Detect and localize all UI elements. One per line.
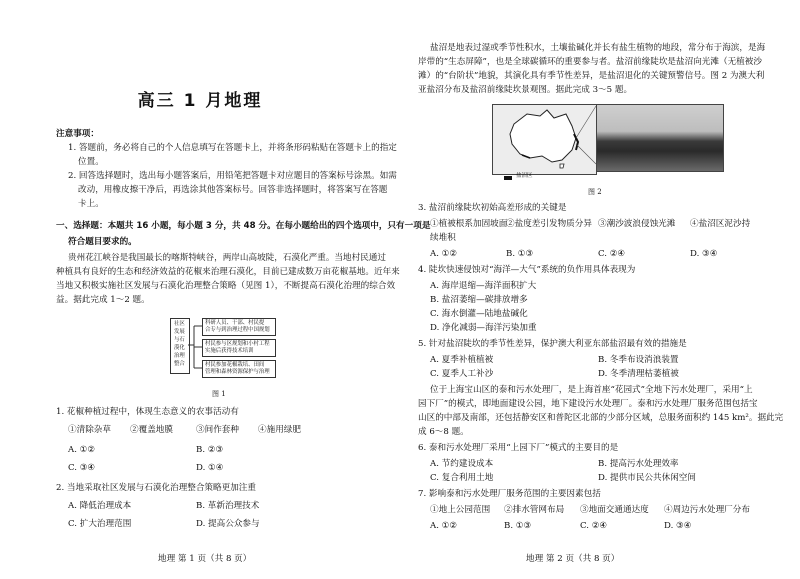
q6-option: C. 复合利用土地 [430,473,494,483]
q6-option: D. 提供市民公共休闲空间 [598,473,696,483]
question-5: 5. 针对盐沼陡坎的季节性差异，保护澳大利亚东部盐沼最有效的措施是 [418,339,687,349]
notice-heading: 注意事项： [56,129,99,139]
question-2: 2. 当地采取社区发展与石漠化治理整合策略更加注重 [56,483,256,493]
salt-marsh-photo [596,104,724,172]
q2-option: D. 提高公众参与 [196,519,260,529]
q5-option: A. 夏季补植植被 [430,355,494,365]
q7-option: D. ③④ [664,521,692,531]
q4-option: D. 净化减弱—海洋污染加重 [430,323,537,333]
q5-option: B. 冬季布设消浪装置 [598,355,679,365]
question-3: 3. 盐沼前缘陡坎初始高差形成的关键是 [418,203,567,213]
q4-option: B. 盐沼萎缩—碳排放增多 [430,295,528,305]
figure-2 [492,104,726,182]
q1-option: A. ①② [68,445,96,455]
q6-option: A. 节约建设成本 [430,459,494,469]
q7-item: ④周边污水处理厂分布 [664,505,750,515]
q3-option: C. ②④ [598,249,626,259]
q1-item: ①清除杂草 [68,425,111,435]
page-right [400,0,800,579]
passage-line: 贵州花江峡谷是我国最长的喀斯特峡谷，两岸山高坡陡，石漠化严重。当地村民通过 [68,253,386,263]
q5-option: C. 夏季人工补沙 [430,369,494,379]
passage-line: 当地又积极实施社区发展与石漠化治理整合策略（见图 1），不断提高石漠化治理的综合效 [56,281,396,291]
passage-line: 成 6～8 题。 [418,427,469,437]
q3-option: A. ①② [430,249,458,259]
q2-option: B. 革新治理技术 [196,501,260,511]
passage-line: 益。据此完成 1～2 题。 [56,295,150,305]
passage-line: 岸带的“生态屏障”，也是全球碳循环的重要参与者。盐沼前缘陡坎是盐沼向光滩（无植被沙 [418,57,762,67]
notice-line: 改动，用橡皮擦干净后，再选涂其他答案标号。回答非选择题时，将答案写在答题 [78,185,388,195]
q1-option: B. ②③ [196,445,224,455]
question-4: 4. 陡坎快速侵蚀对“海洋—大气”系统的负作用具体表现为 [418,265,636,275]
q3-option: D. ③④ [690,249,718,259]
q7-option: C. ②④ [580,521,608,531]
q1-option: C. ③④ [68,463,96,473]
passage-line: 滩）的“台阶状”地貌，其演化具有季节性差异，是盐沼退化的关键预警信号。图 2 为澳大利 [418,71,765,81]
fig1-caption: 图 1 [212,390,226,398]
q3-item: ③潮沙波浪侵蚀光滩 [598,219,676,229]
q1-option: D. ①④ [196,463,224,473]
q1-item: ②覆盖地膜 [130,425,173,435]
notice-line: 位置。 [78,157,104,167]
q7-option: B. ①③ [504,521,532,531]
section-heading-cont: 符合题目要求的。 [68,237,137,247]
notice-line: 卡上。 [78,199,104,209]
passage-line: 亚盐沼分布及盐沼前缘陡坎景观图。据此完成 3～5 题。 [418,85,633,95]
passage-line: 种植具有良好的生态和经济效益的花椒来治理石漠化，目前已建成数万亩花椒基地。近年来 [56,267,400,277]
exam-title: 高三 1 月地理 [137,91,263,111]
fig2-caption: 图 2 [588,188,602,196]
fig1-box-2: 村民参与区规划和小村工程 实施后获得技术培训 [202,339,276,357]
q3-item-cont: 续堆积 [430,233,456,243]
q7-item: ③地面交通通达度 [580,505,649,515]
q3-item: ①植被根系加固坡面 [430,219,508,229]
page-footer: 地理 第 1 页（共 8 页） [158,554,252,564]
q3-item: ④盐沼区泥沙持 [690,219,751,229]
question-7: 7. 影响泰和污水处理厂服务范围的主要因素包括 [418,489,601,499]
passage-line: 位于上海宝山区的泰和污水处理厂，是上海首座“花园式”全地下污水处理厂，采用“上 [430,385,753,395]
fig2-legend: 盐沼区 [516,173,533,179]
q4-option: A. 海岸退缩—海洋面积扩大 [430,281,537,291]
q7-item: ②排水管网布局 [504,505,565,515]
q3-item: ②盐度差引发物质分异 [506,219,592,229]
fig1-connector [188,318,202,378]
q3-option: B. ①③ [506,249,534,259]
q5-option: D. 冬季清理枯萎植被 [598,369,679,379]
q7-item: ①地上公园范围 [430,505,491,515]
passage-line: 盐沼是地表过湿或季节性积水，土壤盐碱化并长有盐生植物的地段，常分布于海滨，是海 [430,43,766,53]
question-1: 1. 花椒种植过程中，体现生态意义的农事活动有 [56,407,239,417]
passage-line: 山区的中部及南部，还包括静安区和普陀区北部的少部分区域，总服务面积约 145 km²。据此完 [418,413,784,423]
question-6: 6. 泰和污水处理厂采用“上园下厂”模式的主要目的是 [418,443,619,453]
notice-line: 2. 回答选择题时，选出每小题答案后，用铅笔把答题卡对应题目的答案标号涂黑。如需 [68,171,397,181]
q2-option: C. 扩大治理范围 [68,519,132,529]
section-heading: 一、选择题：本题共 16 小题，每小题 3 分，共 48 分。在每小题给出的四个选项中，只有一项是 [56,221,431,231]
fig1-box-3: 村民参加花椒栽培、田间 管理和森林资源保护与治理 [202,360,276,378]
q1-item: ④施用绿肥 [258,425,301,435]
q2-option: A. 降低治理成本 [68,501,132,511]
q4-option: C. 海水倒灌—陆地盐碱化 [430,309,528,319]
passage-line: 园下厂”的模式，即地面建设公园，地下建设污水处理厂。泰和污水处理厂服务范围包括宝 [418,399,758,409]
fig1-left-box: 社区 发展 与石 漠化 治理 整合 [170,318,190,374]
notice-line: 1. 答题前，务必将自己的个人信息填写在答题卡上，并将条形码粘贴在答题卡上的指定 [68,143,397,153]
page-footer: 地理 第 2 页（共 8 页） [526,554,620,564]
q7-option: A. ①② [430,521,458,531]
fig1-box-1: 科研人员、干部、村民提 合专与到治理过程中国规划 [202,318,276,336]
q6-option: B. 提高污水处理效率 [598,459,679,469]
q1-item: ③间作套种 [196,425,239,435]
